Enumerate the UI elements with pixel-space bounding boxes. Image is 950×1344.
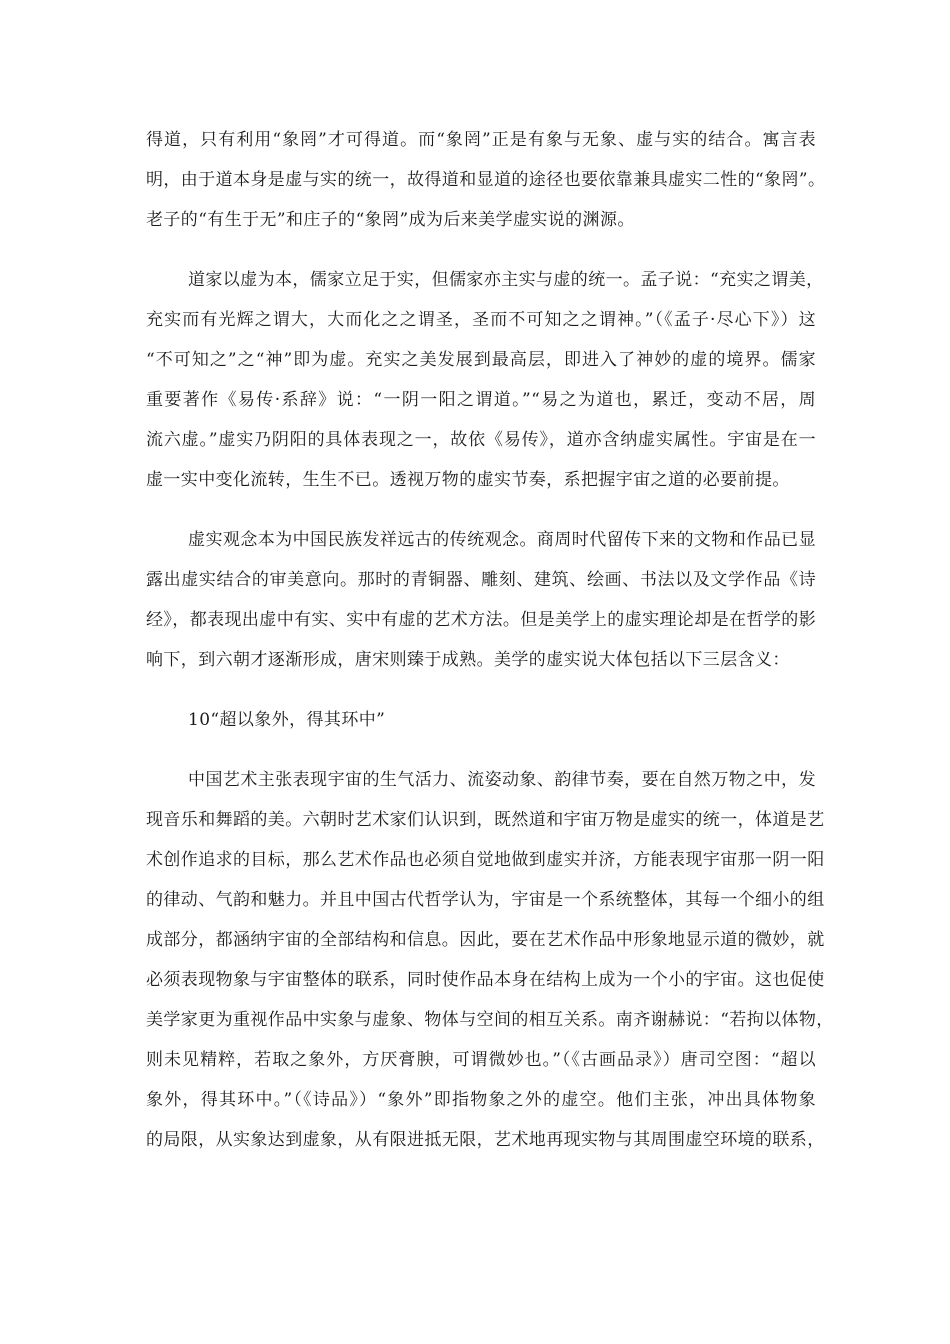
paragraph-5-line-4: 的律动、气韵和魅力。并且中国古代哲学认为，宇宙是一个系统整体，其每一个细小的组	[146, 890, 825, 910]
paragraph-5-line-6: 必须表现物象与宇宙整体的联系，同时使作品本身在结构上成为一个小的宇宙。这也促使	[146, 970, 825, 990]
paragraph-5-line-1: 中国艺术主张表现宇宙的生气活力、流姿动象、韵律节奏，要在自然万物之中，发	[188, 770, 816, 790]
paragraph-5-line-10: 的局限，从实象达到虚象，从有限进抵无限，艺术地再现实物与其周围虚空环境的联系，	[146, 1130, 825, 1150]
paragraph-5-line-5: 成部分，都涵纳宇宙的全部结构和信息。因此，要在艺术作品中形象地显示道的微妙，就	[146, 930, 825, 950]
paragraph-5-line-9: 象外，得其环中。”（《诗品》）“象外”即指物象之外的虚空。他们主张，冲出具体物象	[146, 1090, 816, 1110]
section-heading: 10“超以象外，得其环中”	[188, 710, 386, 730]
paragraph-2-line-4: 重要著作《易传·系辞》说：“一阴一阳之谓道。”“易之为道也，累迁，变动不居，周	[146, 390, 816, 410]
paragraph-3-line-4: 响下，到六朝才逐渐形成，唐宋则臻于成熟。美学的虚实说大体包括以下三层含义：	[146, 650, 790, 670]
paragraph-5-line-3: 术创作追求的目标，那么艺术作品也必须自觉地做到虚实并济，方能表现宇宙那一阴一阳	[146, 850, 825, 870]
paragraph-2-line-6: 虚一实中变化流转，生生不已。透视万物的虚实节奏，系把握宇宙之道的必要前提。	[146, 470, 790, 490]
paragraph-3-line-1: 虚实观念本为中国民族发祥远古的传统观念。商周时代留传下来的文物和作品已显	[188, 530, 816, 550]
paragraph-1-line-3: 老子的“有生于无”和庄子的“象罔”成为后来美学虚实说的渊源。	[146, 210, 635, 230]
paragraph-5-line-2: 现音乐和舞蹈的美。六朝时艺术家们认识到，既然道和宇宙万物是虚实的统一，体道是艺	[146, 810, 825, 830]
paragraph-1-line-2: 明，由于道本身是虚与实的统一，故得道和显道的途径也要依靠兼具虚实二性的“象罔”。	[146, 170, 826, 190]
paragraph-2-line-3: “不可知之”之“神”即为虚。充实之美发展到最高层，即进入了神妙的虚的境界。儒家	[146, 350, 816, 370]
paragraph-3-line-3: 经》，都表现出虚中有实、实中有虚的艺术方法。但是美学上的虚实理论却是在哲学的影	[146, 610, 817, 630]
paragraph-2-line-5: 流六虚。”虚实乃阴阳的具体表现之一，故依《易传》，道亦含纳虚实属性。宇宙是在一	[146, 430, 816, 450]
paragraph-1-line-1: 得道，只有利用“象罔”才可得道。而“象罔”正是有象与无象、虚与实的结合。寓言表	[146, 130, 816, 150]
paragraph-2-line-2: 充实而有光辉之谓大，大而化之之谓圣，圣而不可知之之谓神。”（《孟子·尽心下》）这	[146, 310, 816, 330]
paragraph-5-line-8: 则未见精粹，若取之象外，方厌膏腴，可谓微妙也。”（《古画品录》）唐司空图：“超以	[146, 1050, 816, 1070]
paragraph-3-line-2: 露出虚实结合的审美意向。那时的青铜器、雕刻、建筑、绘画、书法以及文学作品《诗	[146, 570, 816, 590]
paragraph-5-line-7: 美学家更为重视作品中实象与虚象、物体与空间的相互关系。南齐谢赫说：“若拘以体物，	[146, 1010, 834, 1030]
paragraph-2-line-1: 道家以虚为本，儒家立足于实，但儒家亦主实与虚的统一。孟子说：“充实之谓美，	[188, 270, 824, 290]
